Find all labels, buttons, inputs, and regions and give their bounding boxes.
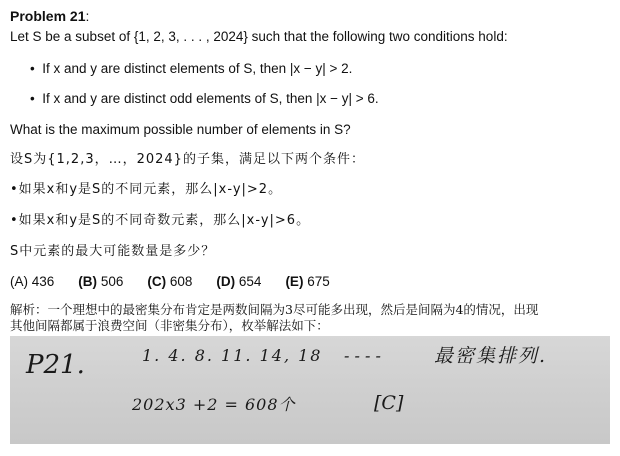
- handwriting-sequence: 1. 4. 8. 11. 14, 18: [142, 346, 323, 365]
- handwriting-answer: [C]: [374, 392, 404, 414]
- problem-title-colon: :: [85, 8, 90, 24]
- condition-2: [30, 91, 379, 107]
- handwriting-dashes: - - - -: [344, 346, 381, 365]
- condition-1: [30, 61, 352, 77]
- problem-title: [10, 8, 89, 24]
- problem-statement: Let S be a subset of {1, 2, 3, . . . , 2024} such that the following two conditions hold:: [10, 29, 508, 44]
- choice-a: (A) 436: [10, 274, 55, 289]
- bullet-icon: •: [30, 61, 43, 76]
- choice-e: (E) 675: [285, 274, 330, 289]
- handwriting-label: P21.: [26, 350, 85, 380]
- choice-d: (D) 654: [216, 274, 262, 289]
- bullet-icon: •: [30, 91, 43, 106]
- handwriting-calc: 202x3 +2 = 608个: [132, 395, 296, 414]
- answer-choices: [10, 274, 354, 290]
- choice-c: (C) 608: [147, 274, 193, 289]
- choice-b: (B) 506: [78, 274, 124, 289]
- solution-line-1: 解析：一个理想中的最密集分布肯定是两数间隔为3尽可能多出现，然后是间隔为4的情况，出现: [10, 302, 539, 317]
- problem-title-text: Problem 21: [10, 8, 86, 24]
- condition-2-text: If x and y are distinct odd elements of S, then |x − y| > 6.: [42, 91, 379, 106]
- solution-line-2: 其他间隔都属于浪费空间（非密集分布），枚举解法如下：: [10, 318, 329, 333]
- problem-question: What is the maximum possible number of elements in S?: [10, 122, 351, 137]
- chinese-statement: 设S为{1,2,3，…，2024}的子集，满足以下两个条件：: [10, 152, 365, 167]
- condition-1-text: If x and y are distinct elements of S, then |x − y| > 2.: [42, 61, 353, 76]
- handwriting-note: 最密集排列.: [434, 345, 548, 367]
- chinese-question: S中元素的最大可能数量是多少？: [10, 244, 216, 259]
- chinese-condition-2: •如果x和y是S的不同奇数元素，那么|x-y|>6。: [10, 213, 311, 228]
- handwritten-solution-photo: [10, 336, 610, 444]
- chinese-condition-1: •如果x和y是S的不同元素，那么|x-y|>2。: [10, 182, 283, 197]
